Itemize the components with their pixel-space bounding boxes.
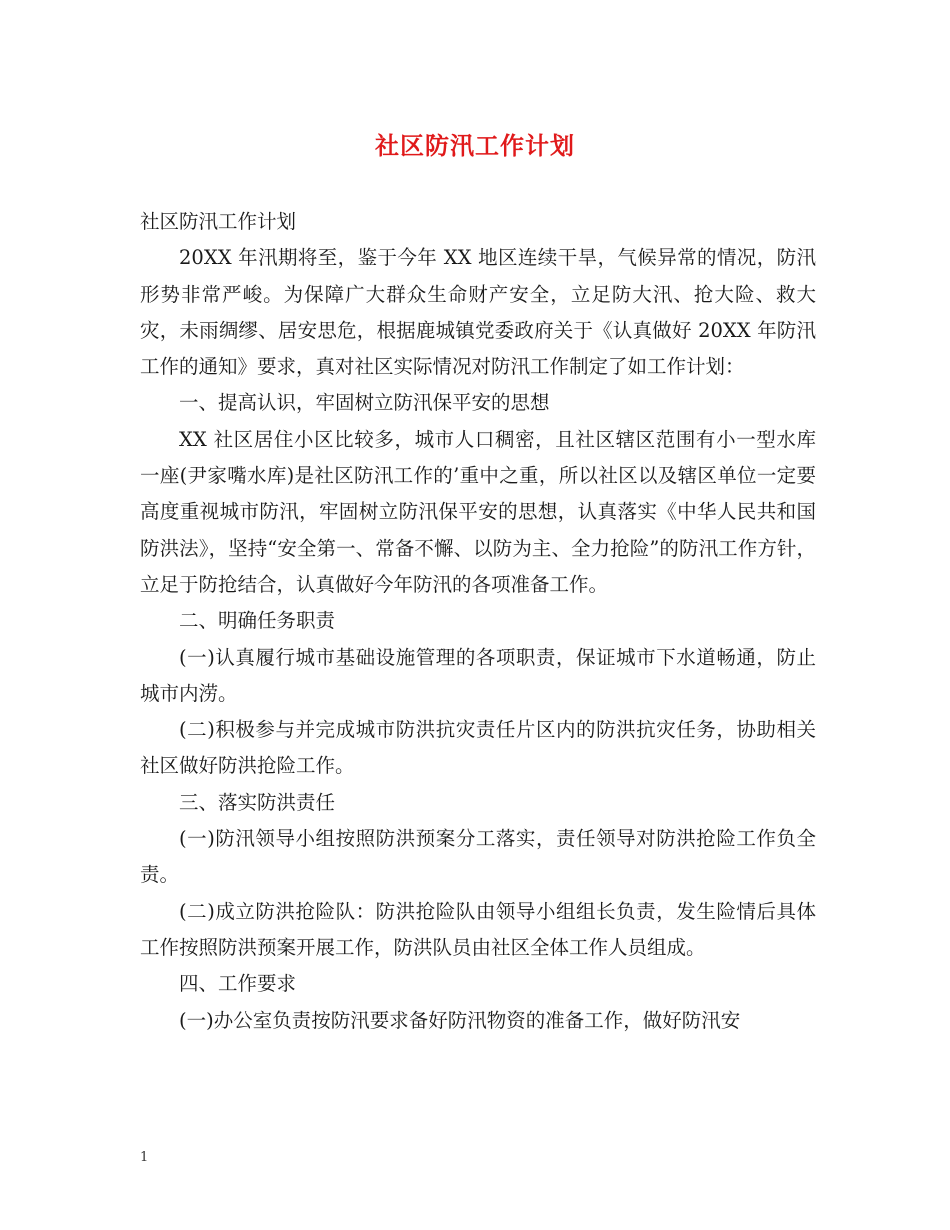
paragraph: 社区防汛工作计划 [140,210,297,233]
paragraph: (一)认真履行城市基础设施管理的各项职责，保证城市下水道畅通，防止城市内涝。 [140,645,816,705]
paragraph: XX 社区居住小区比较多，城市人口稠密，且社区辖区范围有小一型水库一座(尹家嘴水库)是社区防汛工作的’重中之重，所以社区以及辖区单位一定要高度重视城市防汛，牢固树立防汛保平安的思想，认真落实《中华人民共和国防洪法》，坚持“安全第一、常备不懈、以防为主、全力抢险”的防汛工作方针，立足于防抢结合，认真做好今年防汛的各项准备工作。 [140,427,816,596]
paragraph: (二)积极参与并完成城市防洪抗灾责任片区内的防洪抗灾任务，协助相关社区做好防洪抢险工作。 [140,718,816,778]
paragraph: 20XX 年汛期将至，鉴于今年 XX 地区连续干旱，气候异常的情况，防汛形势非常严峻。为保障广大群众生命财产安全，立足防大汛、抢大险、救大灾，未雨绸缪、居安思危，根据鹿城镇党委政府关于《认真做好 20XX 年防汛工作的通知》要求，真对社区实际情况对防汛工作制定了如工作计划： [140,246,816,379]
document-body [140,204,816,1039]
paragraph: (一)办公室负责按防汛要求备好防汛物资的准备工作，做好防汛安 [179,1008,741,1032]
paragraph: 一、提高认识，牢固树立防汛保平安的思想 [179,391,550,415]
document-title: 社区防汛工作计划 [375,131,575,160]
paragraph: 三、落实防洪责任 [179,790,336,814]
page-number: 1 [140,1150,149,1165]
paragraph: (一)防汛领导小组按照防洪预案分工落实，责任领导对防洪抢险工作负全责。 [140,827,816,887]
paragraph: 四、工作要求 [179,972,297,996]
paragraph: (二)成立防洪抢险队：防洪抢险队由领导小组组长负责，发生险情后具体工作按照防洪预案开展工作，防洪队员由社区全体工作人员组成。 [140,899,816,959]
paragraph: 二、明确任务职责 [179,609,336,633]
